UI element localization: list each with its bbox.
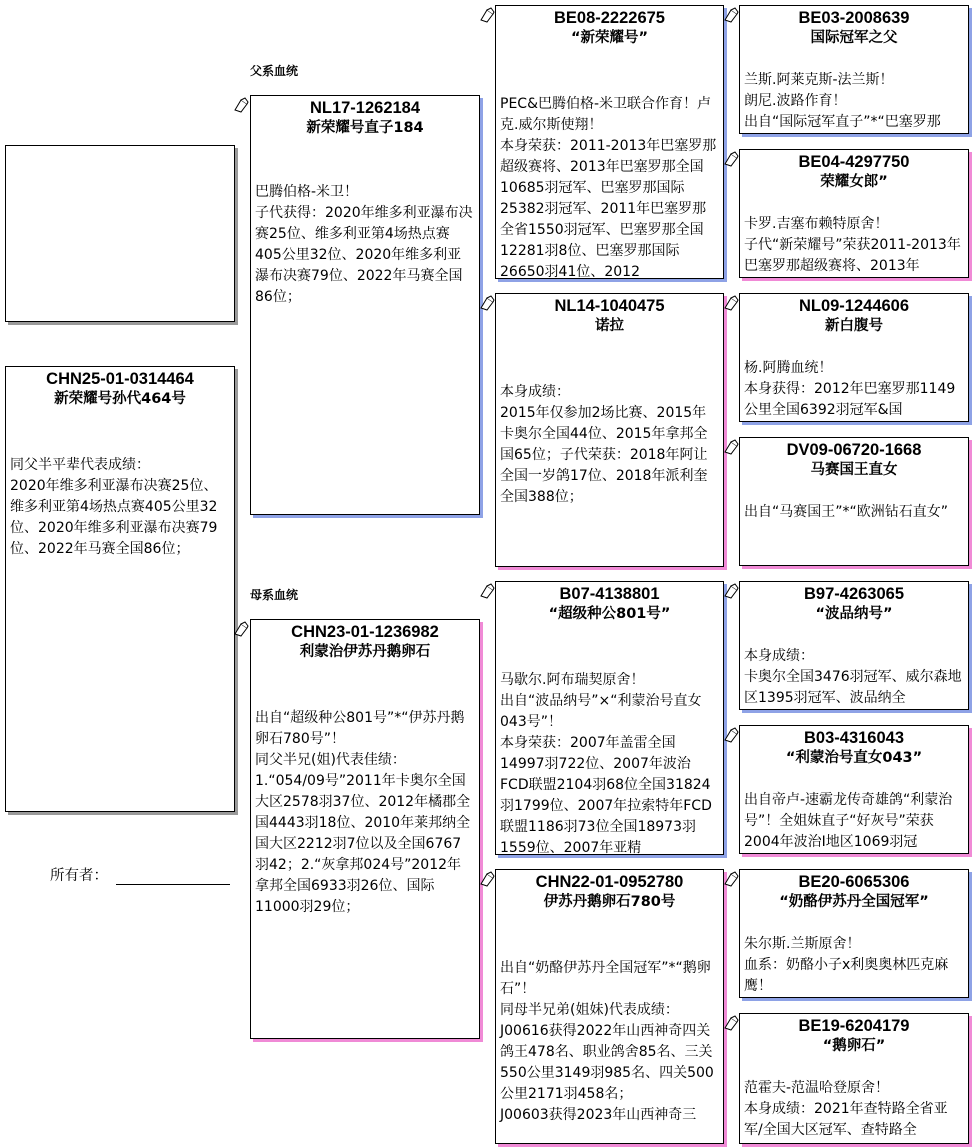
ssd-description: 卡罗.吉塞布赖特原舍！ 子代“新荣耀号”荣获2011-2013年巴塞罗那超级赛将、2013年 — [744, 216, 961, 274]
owner-label: 所有者： — [50, 868, 108, 884]
pin-icon[interactable] — [722, 582, 740, 600]
dss-description: 本身成绩： 卡奥尔全国3476羽冠军、威尔森地区1395羽冠军、波品纳全 — [744, 648, 962, 706]
sire-sire-card[interactable] — [495, 5, 724, 279]
sire-sire-name: “新荣耀号” — [570, 30, 649, 46]
sdd-card[interactable] — [739, 437, 969, 566]
pin-icon[interactable] — [478, 294, 496, 312]
sds-name: 新白腹号 — [825, 318, 883, 334]
photo-placeholder[interactable] — [5, 145, 235, 322]
ddd-description: 范霍夫-范温哈登原舍！ 本身成绩：2021年查特路全省亚军/全国大区冠军、查特路全 — [744, 1080, 948, 1138]
sire-ring-number: NL17-1262184 — [309, 99, 421, 117]
pin-icon[interactable] — [722, 6, 740, 24]
sire-section-label: 父系血统 — [250, 64, 299, 78]
dsd-ring-number: B03-4316043 — [804, 729, 904, 747]
subject-card[interactable] — [5, 366, 235, 812]
sire-card[interactable] — [250, 95, 480, 515]
dam-section-label: 母系血统 — [250, 588, 299, 602]
dam-description: 出自“超级种公801号”*“伊苏丹鹅卵石780号”！ 同父半兄(姐)代表佳绩： 1.“054/09号”2011年卡奥尔全国大区2578羽37位、2012年橘郡全国4443羽18位、2010年莱邦纳全国大区2212羽7位以及全国6767羽42；2.“灰拿邦024号”2012年拿邦全国6933羽26位、国际11000羽29位； — [255, 710, 471, 915]
ssd-ring-number: BE04-4297750 — [798, 153, 910, 171]
dam-dam-ring-number: CHN22-01-0952780 — [535, 873, 684, 891]
pin-icon[interactable] — [722, 870, 740, 888]
pin-icon[interactable] — [478, 582, 496, 600]
dam-sire-ring-number: B07-4138801 — [559, 585, 660, 603]
dss-card[interactable] — [739, 581, 969, 710]
owner-signature-line — [116, 884, 230, 885]
ddd-ring-number: BE19-6204179 — [798, 1017, 910, 1035]
sds-description: 杨.阿腾血统！ 本身获得：2012年巴塞罗那1149公里全国6392羽冠军&国 — [744, 360, 956, 418]
pin-icon[interactable] — [722, 150, 740, 168]
sds-card[interactable] — [739, 293, 969, 422]
pin-icon[interactable] — [722, 726, 740, 744]
dsd-description: 出自帝卢-速霸龙传奇雄鸽“利蒙治号”！全姐妹直子“好灰号”荣获2004年波治I地区1069羽冠 — [744, 792, 953, 850]
sdd-description: 出自“马赛国王”*“欧洲钻石直女” — [744, 504, 949, 520]
dds-description: 朱尔斯.兰斯原舍！ 血系：奶酪小子x利奥奥林匹克麻鹰！ — [744, 936, 949, 994]
dam-sire-name: “超级种公801号” — [548, 606, 671, 622]
dsd-card[interactable] — [739, 725, 969, 854]
dam-dam-card[interactable] — [495, 869, 724, 1144]
dss-ring-number: B97-4263065 — [804, 585, 904, 603]
dam-dam-description: 出自“奶酪伊苏丹全国冠军”*“鹅卵石”！ 同母半兄弟(姐妹)代表成绩： J00616获得2022年山西神奇四关鸽王478名、职业鸽舍85名、三关550公里3149羽985名、四关500公里2171羽458名； J00603获得2023年山西神奇三 — [500, 960, 714, 1123]
sss-description: 兰斯.阿莱克斯-法兰斯！ 朗尼.波路作育！ 出自“国际冠军直子”*“巴塞罗那 — [744, 72, 941, 130]
dam-ring-number: CHN23-01-1236982 — [291, 623, 439, 641]
sire-dam-description: 本身成绩： 2015年仅参加2场比赛、2015年卡奥尔全国44位、2015年拿邦全国65位；子代荣获：2018年阿让全国一岁鸽17位、2018年派利奎全国388位； — [500, 384, 708, 505]
dds-card[interactable] — [739, 869, 969, 998]
pin-icon[interactable] — [478, 870, 496, 888]
dds-ring-number: BE20-6065306 — [798, 873, 910, 891]
sss-ring-number: BE03-2008639 — [798, 9, 910, 27]
pin-icon[interactable] — [722, 294, 740, 312]
subject-description: 同父半平辈代表成绩： 2020年维多利亚瀑布决赛25位、维多利亚第4场热点赛405公里32位、2020年维多利亚瀑布决赛79位、2022年马赛全国86位； — [10, 457, 218, 557]
dam-sire-card[interactable] — [495, 581, 724, 855]
dam-sire-description: 马歇尔.阿布瑞契原舍！ 出自“波品纳号”×“利蒙治号直女043号”！ 本身荣获：2007年盖雷全国14997羽722位、2007年波治FCD联盟2104羽68位全国31824羽1799位、2007年拉索特年FCD联盟1186羽73位全国18973羽1559位、2007年亚精 — [500, 672, 712, 855]
dsd-name: “利蒙治号直女043” — [785, 750, 923, 766]
ddd-card[interactable] — [739, 1013, 969, 1144]
sire-dam-ring-number: NL14-1040475 — [554, 297, 665, 315]
sdd-name: 马赛国王直女 — [810, 462, 898, 478]
sss-name: 国际冠军之父 — [810, 30, 898, 46]
subject-ring-number: CHN25-01-0314464 — [46, 370, 194, 388]
dss-name: “波品纳号” — [815, 606, 893, 622]
dds-name: “奶酪伊苏丹全国冠军” — [779, 894, 929, 910]
ssd-name: 荣耀女郎” — [820, 174, 888, 190]
dam-name: 利蒙治伊苏丹鹅卵石 — [299, 644, 431, 660]
dam-card[interactable] — [250, 619, 480, 1039]
sdd-ring-number: DV09-06720-1668 — [786, 441, 922, 459]
pin-icon[interactable] — [722, 1014, 740, 1032]
sss-card[interactable] — [739, 5, 969, 134]
subject-name: 新荣耀号孙代464号 — [54, 391, 186, 407]
pin-icon[interactable] — [478, 6, 496, 24]
dam-dam-name: 伊苏丹鹅卵石780号 — [543, 894, 676, 910]
sire-sire-description: PEC&巴腾伯格-米卫联合作育！卢克.威尔斯使翔！ 本身荣获：2011-2013年巴塞罗那超级赛将、2013年巴塞罗那全国10685羽冠军、巴塞罗那国际25382羽冠军、2011年巴塞罗那全省1550羽冠军、巴塞罗那全国12281羽8位、巴塞罗那国际26650羽41位、2012 — [500, 96, 717, 279]
pin-icon[interactable] — [722, 438, 740, 456]
pin-icon[interactable] — [232, 620, 250, 638]
ssd-card[interactable] — [739, 149, 969, 278]
sds-ring-number: NL09-1244606 — [798, 297, 910, 315]
sire-name: 新荣耀号直子184 — [306, 120, 424, 136]
sire-dam-name: 诺拉 — [595, 318, 624, 334]
ddd-name: “鹅卵石” — [822, 1038, 886, 1054]
sire-description: 巴腾伯格-米卫！ 子代获得：2020年维多利亚瀑布决赛25位、维多利亚第4场热点赛405公里32位、2020年维多利亚瀑布决赛79位、2022年马赛全国86位； — [255, 184, 473, 305]
sire-dam-card[interactable] — [495, 293, 724, 567]
sire-sire-ring-number: BE08-2222675 — [553, 9, 665, 27]
pin-icon[interactable] — [232, 96, 250, 114]
